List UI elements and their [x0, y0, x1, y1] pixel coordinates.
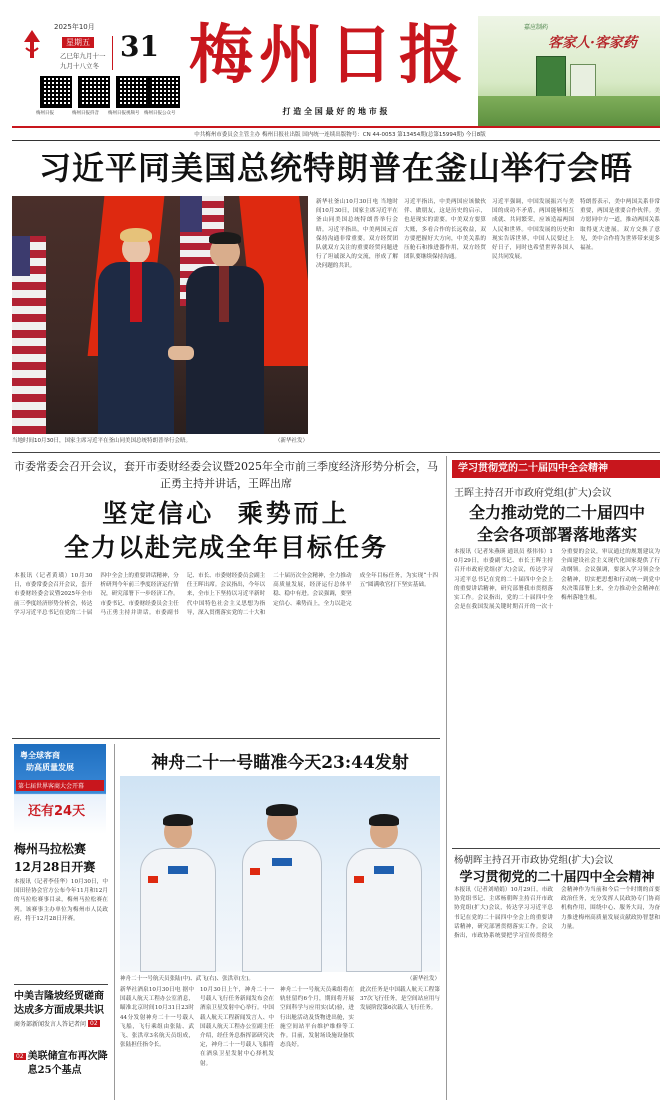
- story4-headline: 学习贯彻党的二十届四中全会精神: [459, 870, 655, 885]
- date-weekday: 星期五: [62, 37, 94, 48]
- story2-headline-1: 坚定信心 乘势而上: [102, 499, 350, 528]
- promo-line-2: 助高质量发展: [26, 763, 74, 772]
- lead-body-col-1: 新华社釜山10月30日电 当地时间10月30日，国家主席习近平在釜山同美国总统特朗普举行会晤。习近平指出，中美两国元首保持沟通非常重要。双方经贸团队就双方关注的重要经贸问题进行了坦诚深入的交流，形成了解决问题的共识。: [316, 199, 398, 270]
- brief-item-1[interactable]: [14, 990, 108, 1028]
- lead-body-col-2: 习近平指出，中美两国应该做伙伴、做朋友，这是历史的启示，也是现实的需要。中美双方要算大账，多看合作的长远收益，双方要把握好大方向，中美关系的压舱石和推进器作用，双方经贸团队要继续保持沟通。: [404, 199, 486, 261]
- space-body-col-2: 10月30日上午，神舟二十一号载人飞行任务新闻发布会在酒泉卫星发射中心举行。中国载人航天工程新闻发言人、中国载人航天工程办公室副主任介绍，经任务总指挥部研究决定，神舟二十一号载人飞船将在酒泉卫星发射中心择机发射。: [200, 987, 274, 1067]
- caption-text: 神舟二十一号航天员张陆(中)、武飞(右)、张洪章(左)。: [120, 976, 254, 982]
- story2-headline-2: 全力以赴完成全年目标任务: [63, 533, 388, 562]
- caption-credit: （新华社发）: [274, 438, 308, 444]
- qr-code-icon: [116, 76, 148, 108]
- story4-body: 本报讯（记者刘晴娟）10月29日，市政协党组书记、主席杨朝晖主持召开市政协党组(扩大)会议，传达学习习近平总书记在党的二十届四中全会上的重要讲话精神，研究部署贯彻落实工作。会议指出，市政协系统要把学习宣传贯彻全会精神作为当前和今后一个时期的首要政治任务，充分发挥人民政协专门协商机构作用，围绕中心、服务大局，为奋力推进梅州高质量发展贡献政协智慧和力量。: [454, 887, 660, 940]
- story3-kicker: 王晖主持召开市政府党组(扩大)会议: [454, 488, 612, 499]
- astronaut-right: [346, 816, 422, 972]
- ad-banner[interactable]: [478, 16, 660, 126]
- brief-item-2-title: 美联储宣布再次降息25个基点: [27, 1051, 108, 1076]
- qr-code-icon: [148, 76, 180, 108]
- brief-page-badge: 02: [90, 1020, 98, 1027]
- qr-label: 梅州日报: [36, 111, 54, 116]
- story4-kicker: 杨朝晖主持召开市政协党组(扩大)会议: [454, 855, 614, 866]
- story2-kicker: 市委常委会召开会议，套开市委财经委会议暨2025年全市前三季度经济形势分析会，马正勇主持并讲话，王晖出席: [14, 460, 438, 490]
- story2-body: 本报讯（记者黄璜）10月30日，市委常委会召开会议，套开市委财经委会议暨2025年全市前三季度经济形势分析会，传达学习习近平总书记在党的二十届四中全会上的重要讲话精神，分析研判今年前三季度经济运行情况，研究部署下一步经济工作。市委书记、市委财经委员会主任马正勇主持并讲话。市委副书记、市长、市委财经委员会副主任王晖出席。会议指出，今年以来，全市上下坚持以习近平新时代中国特色社会主义思想为指导，深入贯彻落实党的二十大和二十届历次全会精神，全力推动高质量发展，经济运行总体平稳、稳中有进。会议强调，要坚定信心、乘势而上，全力以赴完成全年目标任务，为实现“十四五”圆满收官打下坚实基础。: [14, 573, 438, 616]
- lead-headline: 习近平同美国总统特朗普在釜山举行会晤: [38, 149, 633, 187]
- qr-code-icon: [40, 76, 72, 108]
- date-divider: [112, 36, 113, 70]
- marathon-headline-2: 12月28日开赛: [14, 860, 96, 874]
- brief-item-2[interactable]: [14, 1050, 108, 1078]
- handshake: [168, 346, 194, 360]
- story3-headline-2: 全会各项部署落地落实: [476, 525, 637, 544]
- brief-item-1-title: 中美吉隆坡经贸磋商达成多方面成果共识: [14, 991, 104, 1016]
- ad-hills: [478, 96, 660, 126]
- space-photo: [120, 776, 440, 972]
- brief-page-badge: 02: [16, 1053, 24, 1060]
- promo-line-1: 粤全球客商: [20, 751, 60, 760]
- qr-label: 梅州日报抖音: [72, 111, 99, 116]
- lead-photo-caption: [12, 436, 308, 444]
- marathon-body: 本报讯（记者李佳华）10月30日，中国田径协会官方公布今年11月和12月的马拉松赛事目录，梅州马拉松赛在列。该赛事主办单位为梅州市人民政府，将于12月28日开赛。: [14, 879, 108, 922]
- space-photo-caption: [120, 974, 440, 982]
- date-day: 31: [120, 30, 159, 63]
- story3-body: 本报讯（记者朱燕瑛 通讯员 蔡伟伟）10月29日，市委副书记、市长王晖主持召开市政府党组(扩大)会议，传达学习习近平总书记在党的二十届四中全会上的重要讲话精神，研究部署我市贯彻落实工作。会议指出，党的二十届四中全会是在我国发展关键时期召开的一次十分重要的会议，审议通过的规划建议为全面建设社会主义现代化国家提供了行动纲领。会议强调，要深入学习领会全会精神，切实把思想和行动统一到党中央决策部署上来，全力推动全会精神在梅州落地生根。: [454, 549, 660, 611]
- qr-label: 梅州日报公众号: [144, 111, 176, 116]
- date-lunar-2: 九月十八立冬: [60, 62, 99, 70]
- marathon-headline-1: 梅州马拉松赛: [14, 842, 87, 856]
- lead-photo: [12, 196, 308, 434]
- story3-headline-1: 全力推动党的二十届四中: [468, 503, 645, 522]
- brief-item-1-note: 商务部新闻发言人答记者问: [14, 1021, 87, 1028]
- space-headline: 神舟二十一号瞄准今天23:44发射: [151, 753, 409, 773]
- column-banner: [452, 460, 660, 478]
- newspaper-logo-icon: [22, 28, 42, 60]
- newspaper-title: 梅州日报: [189, 18, 469, 93]
- astronaut-left: [140, 816, 216, 972]
- promo-countdown: 还有24天: [28, 804, 86, 819]
- space-body-col-1: 新华社酒泉10月30日电 据中国载人航天工程办公室消息，瞄准北京时间10月31日23时44分发射神舟二十一号载人飞船，飞行乘组由张陆、武飞、张洪章3名航天员组成，张陆担任指令长。: [120, 987, 194, 1049]
- masthead: [0, 0, 672, 130]
- astronaut-center: [242, 806, 322, 972]
- caption-credit: （新华社发）: [406, 976, 440, 982]
- space-body-col-4: 此次任务是中国载人航天工程第37次飞行任务，是空间站应用与发展阶段第6次载人飞行任务。: [360, 987, 440, 1012]
- column-banner-text: 学习贯彻党的二十届四中全会精神: [458, 463, 608, 474]
- ad-brand: 嘉应制药: [524, 24, 549, 31]
- qr-code-icon: [78, 76, 110, 108]
- promo-banner[interactable]: [14, 744, 106, 834]
- date-lunar-1: 乙巳年九月十一: [60, 52, 106, 60]
- slogan: 打 造 全 国 最 好 的 地 市 报: [282, 107, 388, 116]
- caption-text: 当地时间10月30日，国家主席习近平在釜山同美国总统特朗普举行会晤。: [12, 438, 191, 444]
- imprint-line: 中共梅州市委员会主管主办 梅州日报社出版 国内统一连续出版物号：CN 44-0053 第13454期(总第15994期) 今日8版: [194, 132, 486, 138]
- ad-slogan: 客家人·客家药: [548, 35, 637, 51]
- lead-body-col-3: 习近平强调，中国发展振兴与美国的成功不矛盾，两国能够相互成就、共同繁荣，应该造福两国人民和世界。中国发展的历史和现实告诉世界，中国人民要过上好日子，同时也希望世界各国人民共同发展。: [492, 199, 574, 261]
- date-year-month: 2025年10月: [54, 23, 95, 31]
- promo-event: 第七届世界客商大会开幕: [16, 780, 104, 791]
- qr-label: 梅州日报视频号: [108, 111, 140, 116]
- lead-body-col-4: 特朗普表示，美中两国关系非常重要，两国是重要合作伙伴。美方愿同中方一道，推动两国关系取得更大进展。双方交换了意见，美中合作将为世界带来更多福祉。: [580, 199, 660, 252]
- space-body-col-3: 神舟二十一号航天员乘组将在轨驻留约6个月，期间将开展空间科学与应用实(试)验，进行出舱活动及货物进出舱，实施空间站平台维护维修等工作。目前，发射场设施设备状态良好。: [280, 987, 354, 1049]
